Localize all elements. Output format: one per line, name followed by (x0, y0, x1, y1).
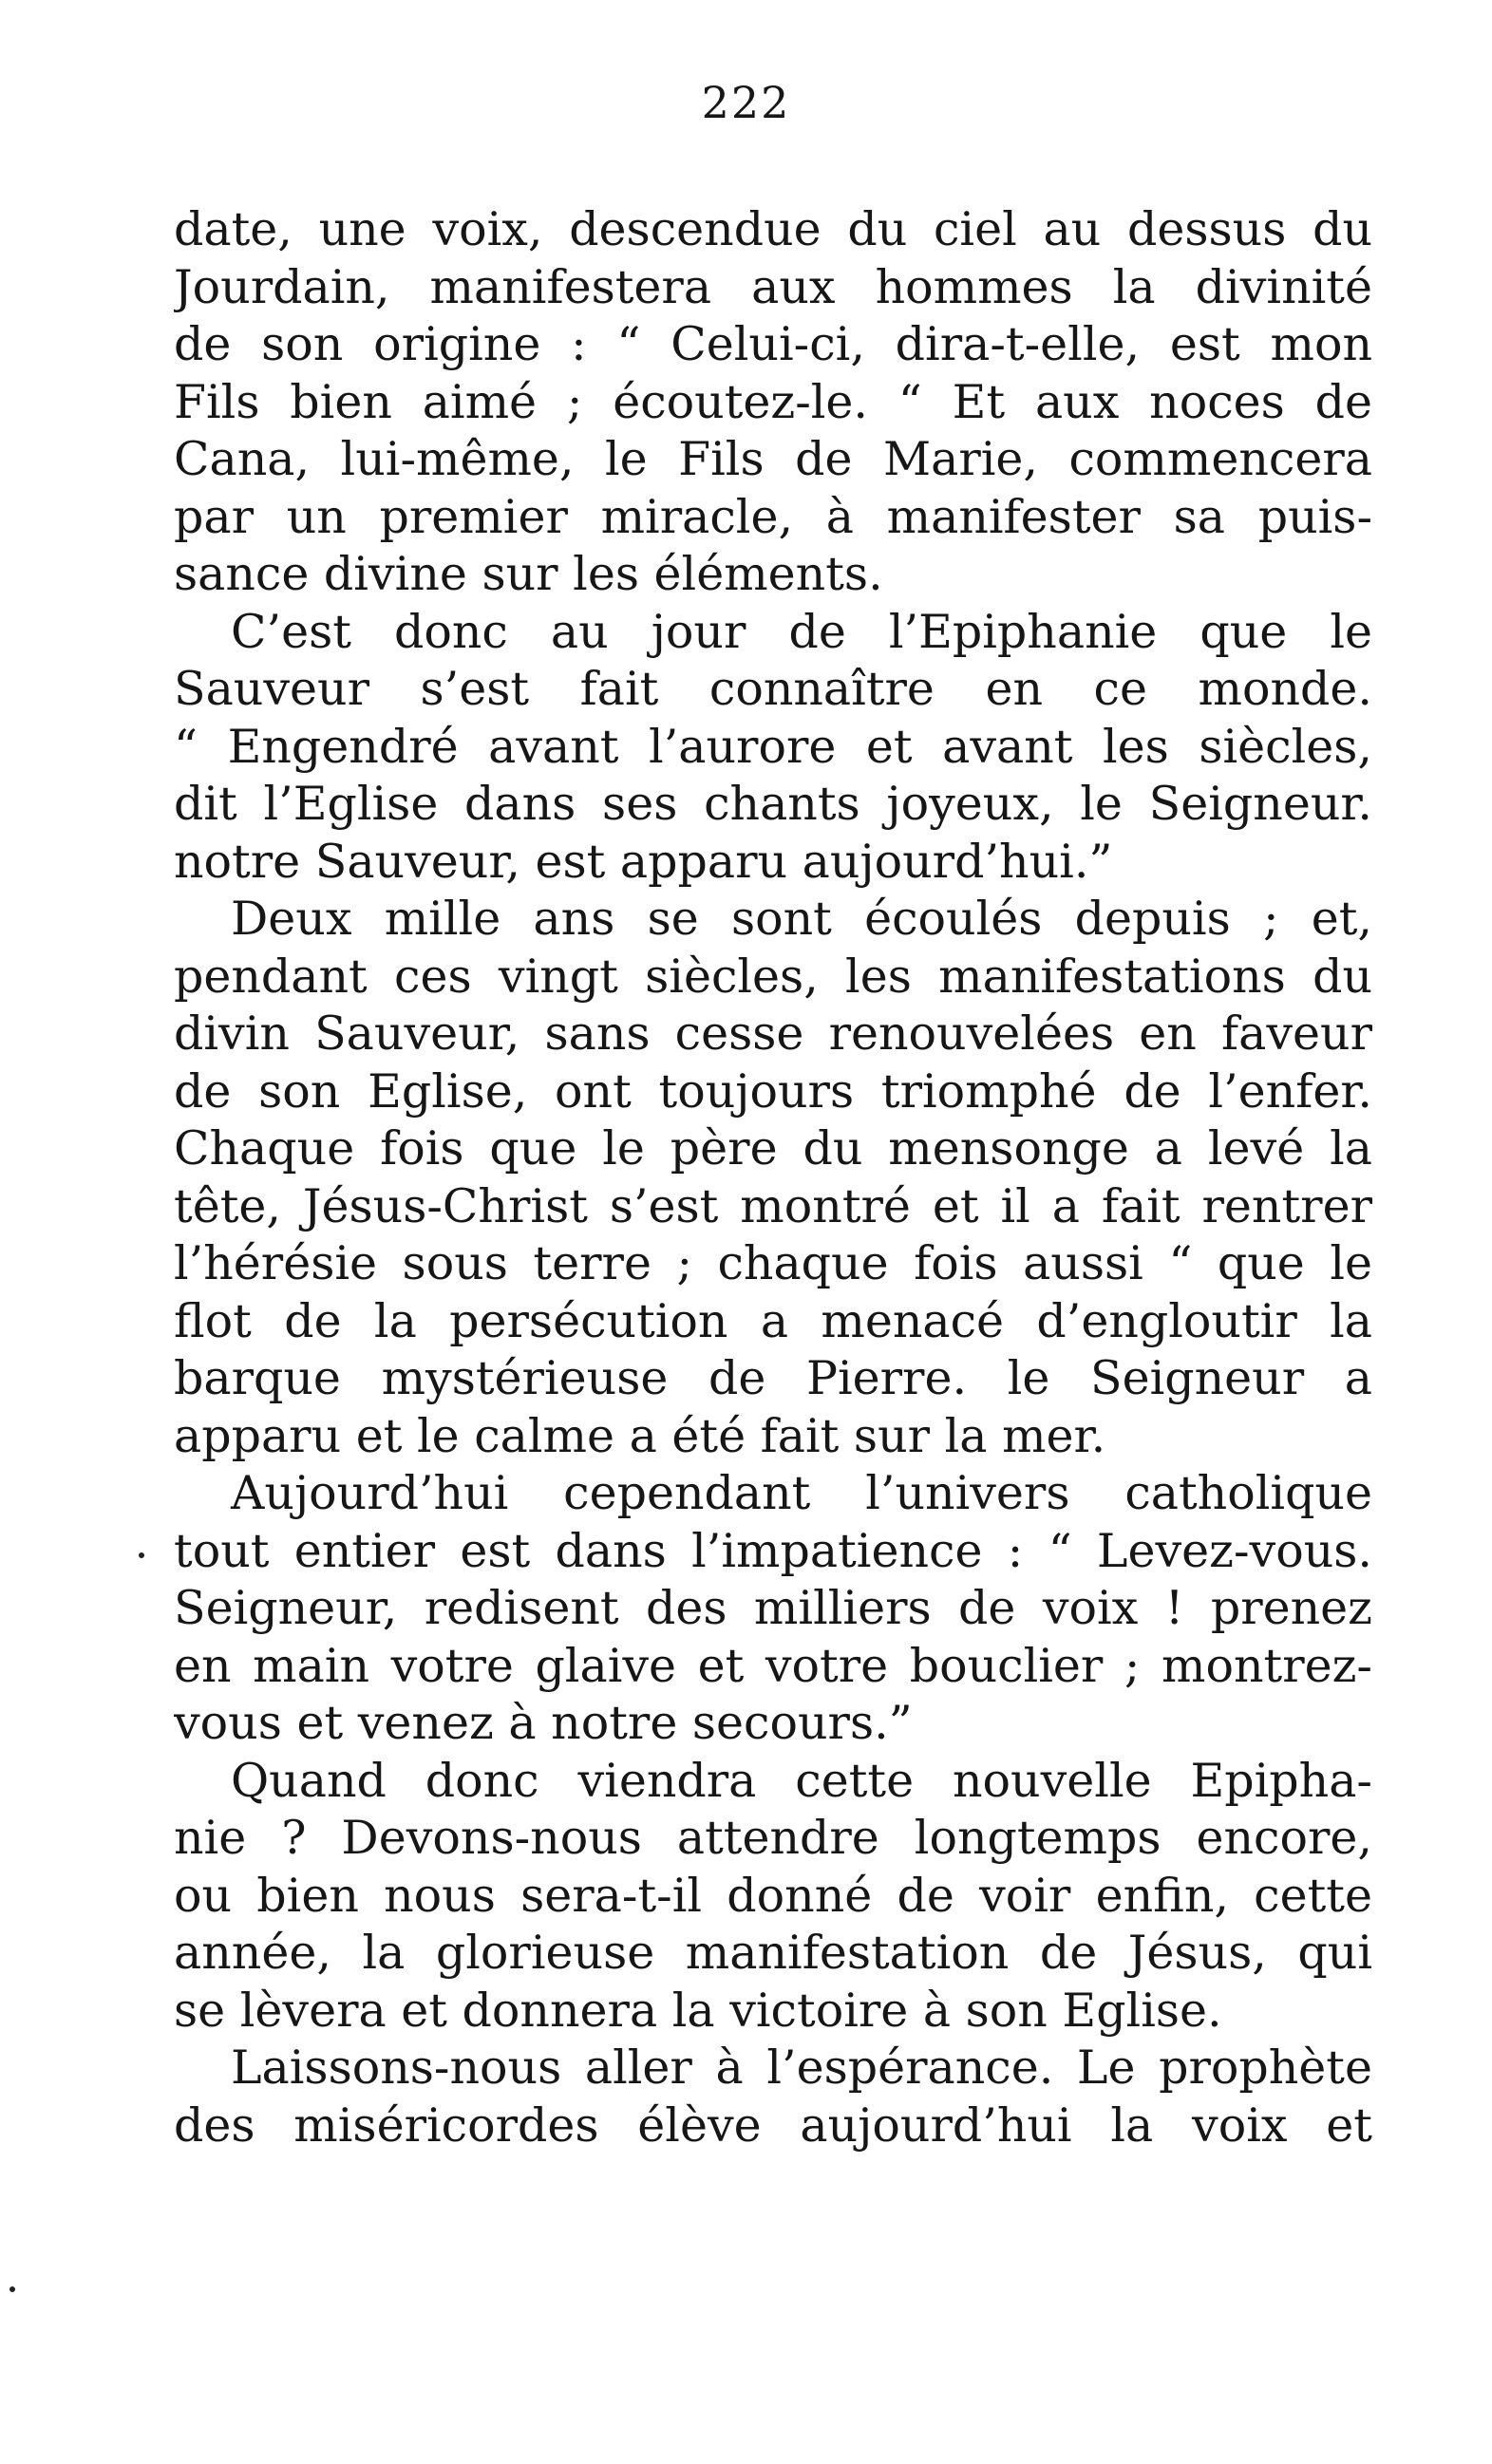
body-text (174, 201, 1372, 2154)
text-line: sance divine sur les éléments. (174, 547, 883, 601)
text-line: par un premier miracle, à manifester sa puis- (174, 489, 1372, 544)
text-line: vous et venez à notre secours.” (174, 1696, 913, 1750)
text-line: l’hérésie sous terre ; chaque fois aussi “ que le (174, 1236, 1372, 1290)
paragraph-first-line: Quand donc viendra cette nouvelle Epipha- (231, 1753, 1372, 1808)
ink-speck (9, 2286, 15, 2292)
text-line: Cana, lui-même, le Fils de Marie, commencera (174, 432, 1372, 486)
text-line: en main votre glaive et votre bouclier ; montrez- (174, 1638, 1372, 1693)
text-line: Fils bien aimé ; écoutez-le. “ Et aux noces de (174, 374, 1372, 429)
text-line: des miséricordes élève aujourd’hui la voix et (174, 2097, 1372, 2153)
text-line: dit l’Eglise dans ses chants joyeux, le Seigneur. (174, 777, 1372, 831)
text-line: Jourdain, manifestera aux hommes la divinité (174, 259, 1372, 314)
page-number: 222 (701, 77, 791, 128)
paragraph-first-line: Deux mille ans se sont écoulés depuis ; et, (231, 892, 1372, 946)
text-line: de son origine : “ Celui-ci, dira-t-elle, est mon (174, 317, 1372, 371)
text-line: Chaque fois que le père du mensonge a levé la (174, 1121, 1372, 1176)
text-line: se lèvera et donnera la victoire à son Eglise. (174, 1983, 1222, 2038)
text-line: notre Sauveur, est apparu aujourd’hui.” (174, 834, 1113, 889)
text-line: divin Sauveur, sans cesse renouvelées en faveur (174, 1006, 1372, 1061)
paragraph-first-line: C’est donc au jour de l’Epiphanie que le (231, 604, 1372, 659)
text-line: année, la glorieuse manifestation de Jésus, qui (174, 1926, 1372, 1980)
text-line: ou bien nous sera-t-il donné de voir enfin, cette (174, 1868, 1372, 1923)
paragraph-first-line: Laissons-nous aller à l’espérance. Le prophète (231, 2041, 1372, 2095)
text-line: pendant ces vingt siècles, les manifestations du (174, 949, 1372, 1004)
text-line: date, une voix, descendue du ciel au dessus du (174, 202, 1372, 256)
paragraph-first-line: Aujourd’hui cependant l’univers catholique (231, 1466, 1372, 1520)
text-line: de son Eglise, ont toujours triomphé de l’enfer. (174, 1063, 1372, 1119)
text-line: Seigneur, redisent des milliers de voix ! prenez (174, 1581, 1372, 1635)
text-line: barque mystérieuse de Pierre. le Seigneur a (174, 1351, 1372, 1405)
text-line: tout entier est dans l’impatience : “ Levez-vous. (174, 1523, 1372, 1578)
ink-speck (139, 1552, 144, 1558)
text-line: Sauveur s’est fait connaître en ce monde. (174, 662, 1372, 716)
text-line: nie ? Devons-nous attendre longtemps encore, (174, 1811, 1372, 1865)
text-line: “ Engendré avant l’aurore et avant les siècles, (174, 719, 1372, 774)
text-line: apparu et le calme a été fait sur la mer. (174, 1408, 1106, 1463)
text-line: flot de la persécution a menacé d’engloutir la (174, 1293, 1372, 1348)
text-line: tête, Jésus-Christ s’est montré et il a fait rentrer (174, 1178, 1372, 1233)
